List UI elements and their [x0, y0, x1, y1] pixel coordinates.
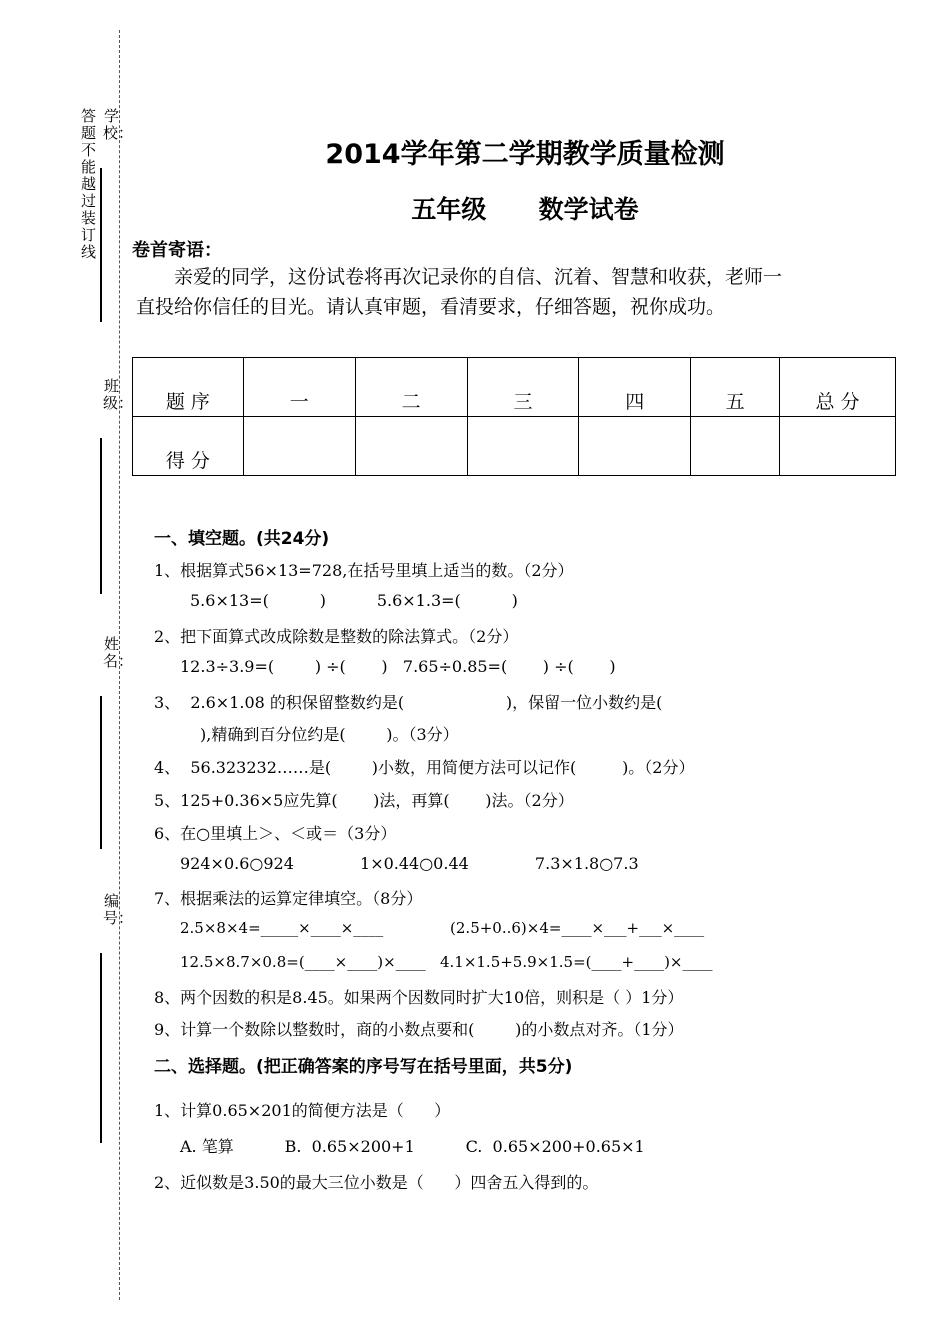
question-line: 924×0.6○924 1×0.44○0.44 7.3×1.8○7.3: [180, 854, 639, 873]
score-header-cell: 五: [691, 358, 780, 417]
score-header-cell: 总 分: [780, 358, 896, 417]
question-line: 1、根据算式56×13=728,在括号里填上适当的数。（2分）: [154, 561, 574, 580]
score-cell[interactable]: [691, 417, 780, 476]
question-line: 5、125+0.36×5应先算( )法，再算( )法。（2分）: [154, 791, 574, 810]
question-line: 4、 56.323232……是( )小数，用简便方法可以记作( )。（2分）: [154, 758, 695, 777]
section-2-heading: 二、选择题。(把正确答案的序号写在括号里面，共5分): [154, 1057, 573, 1077]
question-line: 7、根据乘法的运算定律填空。（8分）: [154, 889, 423, 908]
number-label: 编号：: [103, 892, 134, 927]
question-line: 2、近似数是3.50的最大三位小数是（ ）四舍五入得到的。: [154, 1173, 599, 1192]
preface-heading: 卷首寄语：: [132, 240, 222, 261]
score-row-label: 得 分: [133, 417, 244, 476]
page-title: 2014学年第二学期教学质量检测: [325, 139, 725, 170]
question-line: 1、计算0.65×201的简便方法是（ ）: [154, 1101, 451, 1120]
question-line: A. 笔算 B. 0.65×200+1 C. 0.65×200+0.65×1: [180, 1137, 645, 1156]
question-line: 2、把下面算式改成除数是整数的除法算式。（2分）: [154, 627, 519, 646]
class-write-line: [100, 438, 102, 594]
score-header-cell: 一: [243, 358, 355, 417]
preface-line-1: 亲爱的同学，这份试卷将再次记录你的自信、沉着、智慧和收获，老师一: [174, 266, 783, 288]
score-cell[interactable]: [579, 417, 691, 476]
score-header-cell: 二: [355, 358, 467, 417]
section-1-heading: 一、填空题。(共24分): [154, 529, 330, 549]
name-write-line: [100, 696, 102, 849]
question-line: 3、 2.6×1.08 的积保留整数约是( )，保留一位小数约是(: [154, 693, 663, 712]
question-line: 12.5×8.7×0.8=(____×____)×____ 4.1×1.5+5.9×1.5=(____+____)×____: [180, 953, 713, 971]
score-cell[interactable]: [780, 417, 896, 476]
question-line: 12.3÷3.9=( ) ÷( ) 7.65÷0.85=( ) ÷( ): [180, 657, 616, 676]
score-cell[interactable]: [355, 417, 467, 476]
class-label: 班级：: [103, 377, 134, 412]
score-header-cell: 题 序: [133, 358, 244, 417]
page-subtitle: 五年级 数学试卷: [411, 195, 639, 224]
school-label: 学校：: [103, 107, 134, 142]
score-cell[interactable]: [467, 417, 579, 476]
question-line: 5.6×13=( ) 5.6×1.3=( ): [190, 591, 518, 610]
question-line: 9、计算一个数除以整数时，商的小数点要和( )的小数点对齐。（1分）: [154, 1020, 684, 1039]
name-label: 姓名：: [103, 635, 134, 670]
binding-notice: 答题不能越过装订线: [80, 107, 96, 261]
preface-line-2: 直投给你信任的目光。请认真审题，看清要求，仔细答题，祝你成功。: [136, 296, 726, 318]
question-line: ),精确到百分位约是( )。（3分）: [200, 725, 459, 744]
question-line: 2.5×8×4=_____×____×____ (2.5+0..6)×4=____×___+___×____: [180, 919, 705, 937]
score-header-cell: 三: [467, 358, 579, 417]
score-header-cell: 四: [579, 358, 691, 417]
score-table: [132, 357, 896, 476]
question-line: 8、两个因数的积是8.45。如果两个因数同时扩大10倍，则积是（ ）1分）: [154, 988, 684, 1007]
number-write-line: [100, 953, 102, 1143]
score-cell[interactable]: [243, 417, 355, 476]
question-line: 6、在○里填上＞、＜或＝（3分）: [154, 824, 397, 843]
